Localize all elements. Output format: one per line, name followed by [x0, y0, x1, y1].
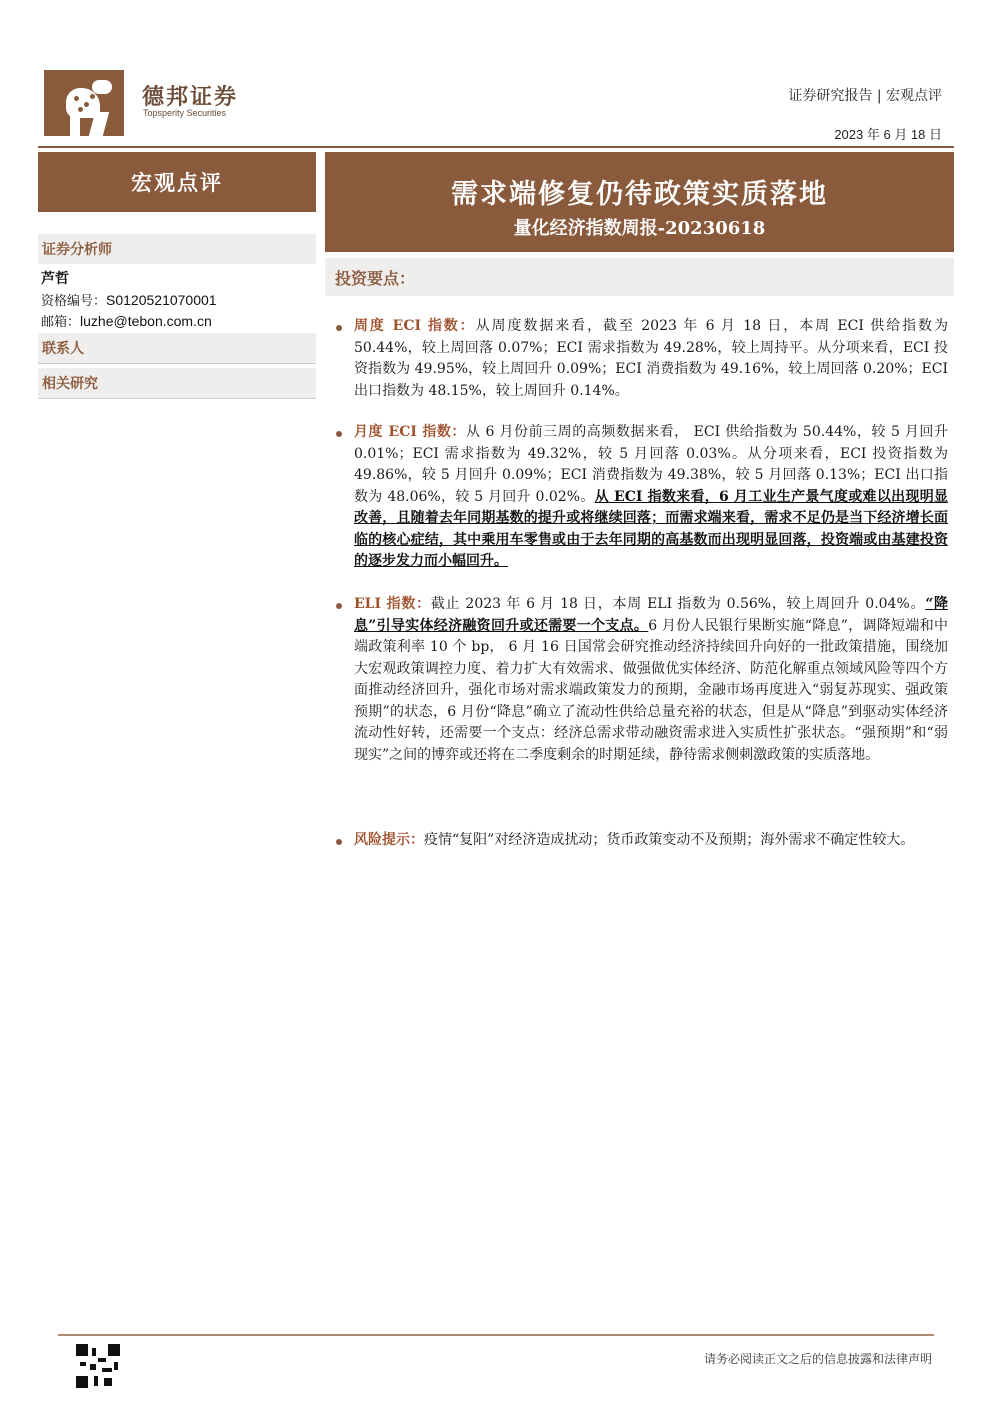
bullet-weekly-eci [336, 316, 948, 402]
bullet-text: 疫情“复阳”对经济造成扰动；货币政策变动不及预期；海外需求不确定性较大。 [424, 832, 915, 848]
analyst-section-heading: 证券分析师 [38, 234, 316, 264]
qr-code-icon [76, 1344, 120, 1388]
report-type: 证券研究报告 | 宏观点评 [788, 88, 942, 104]
bullet-dot-icon [336, 839, 342, 845]
bullet-dot-icon [336, 431, 342, 437]
bullet-lead: ELI 指数： [354, 596, 431, 612]
left-divider [38, 363, 316, 364]
contact-section-heading: 联系人 [38, 333, 316, 363]
left-divider [38, 398, 316, 399]
company-logo-icon [44, 70, 124, 136]
cert-label: 资格编号： [41, 294, 107, 309]
bullet-lead: 风险提示： [354, 832, 424, 848]
bullet-text: 截止 2023 年 6 月 18 日，本周 ELI 指数为 0.56%，较上周回升 0.04%。 [430, 596, 926, 612]
bullet-dot-icon [336, 325, 342, 331]
bullet-monthly-eci [336, 422, 948, 573]
bullet-text: 从周度数据来看，截至 2023 年 6 月 18 日，本周 ECI 供给指数为 50.44%，较上周回落 0.07%；ECI 需求指数为 49.28%，较上周持平。从分项来看，ECI 投资指数为 49.95%，较上周回升 0.09%；ECI 消费指数为 49.16%，较上周回落 0.20%；ECI 出口指数为 48.15%，较上周回升 0.14%。 [354, 318, 948, 399]
report-title: 需求端修复仍待政策实质落地 [451, 179, 828, 210]
logo-wordmark-cn: 德邦证券 [142, 85, 239, 110]
logo-wordmark-en: Topsperity Securities [143, 108, 227, 118]
email-label: 邮箱： [41, 315, 81, 330]
bullet-dot-icon [336, 603, 342, 609]
report-subtitle: 量化经济指数周报-20230618 [513, 218, 766, 239]
related-research-heading: 相关研究 [38, 368, 316, 398]
title-banner [325, 152, 954, 252]
analyst-email [41, 311, 212, 330]
header-divider [38, 146, 954, 148]
report-date: 2023 年 6 月 18 日 [834, 127, 942, 142]
bullet-lead: 周度 ECI 指数： [354, 318, 476, 334]
bullet-text: 从 6 月份前三周的高频数据来看， ECI 供给指数为 50.44%，较 5 月回升 0.01%；ECI 需求指数为 49.32%，较 5 月回落 0.03%。从分项来看，ECI 投资指数为 49.86%，较 5 月回升 0.09%；ECI 消费指数为 49.38%，较 5 月回落 0.13%；ECI 出口指数为 48.06%，较 5 月回升 0.02%。 [354, 424, 948, 505]
bullet-emphasis: 从 ECI 指数来看，6 月工业生产景气度或难以出现明显改善，且随着去年同期基数的提升或将继续回落；而需求端来看，需求不足仍是当下经济增长面临的核心症结，其中乘用车零售或由于去年同期的高基数而出现明显回落，投资端或由基建投资的逐步发力而小幅回升。 [354, 488, 948, 569]
key-points-heading: 投资要点： [325, 258, 954, 296]
bullet-tail: 6 月份人民银行果断实施“降息”，调降短端和中端政策利率 10 个 bp， 6 月 16 日国常会研究推动经济持续回升向好的一批政策措施，围绕加大宏观政策调控力度、着力扩大有效需求、做强做优实体经济、防范化解重点领域风险等四个方面推动经济回升，强化市场对需求端政策发力的预期，金融市场再度进入“弱复苏现实、强政策预期”的状态，6 月份“降息”确立了流动性供给总量充裕的状态，但是从“降息”到驱动实体经济流动性好转，还需要一个支点：经济总需求带动融资需求进入实质性扩张状态。“强预期”和“弱现实”之间的博弈或还将在二季度剩余的时期延续，静待需求侧刺激政策的实质落地。 [354, 617, 948, 763]
analyst-cert [41, 290, 217, 309]
disclaimer-text: 请务必阅读正文之后的信息披露和法律声明 [703, 1352, 932, 1366]
footer-divider [58, 1334, 934, 1336]
bullet-risk [336, 830, 948, 852]
bullet-lead: 月度 ECI 指数： [354, 424, 466, 440]
analyst-name: 芦哲 [41, 271, 69, 287]
cert-value: S0120521070001 [106, 292, 217, 308]
email-link[interactable]: luzhe@tebon.com.cn [80, 313, 212, 329]
category-banner: 宏观点评 [38, 152, 316, 212]
bullet-eli [336, 594, 948, 766]
bullet-emphasis: “降息”引导实体经济融资回升或还需要一个支点。 [354, 596, 948, 634]
